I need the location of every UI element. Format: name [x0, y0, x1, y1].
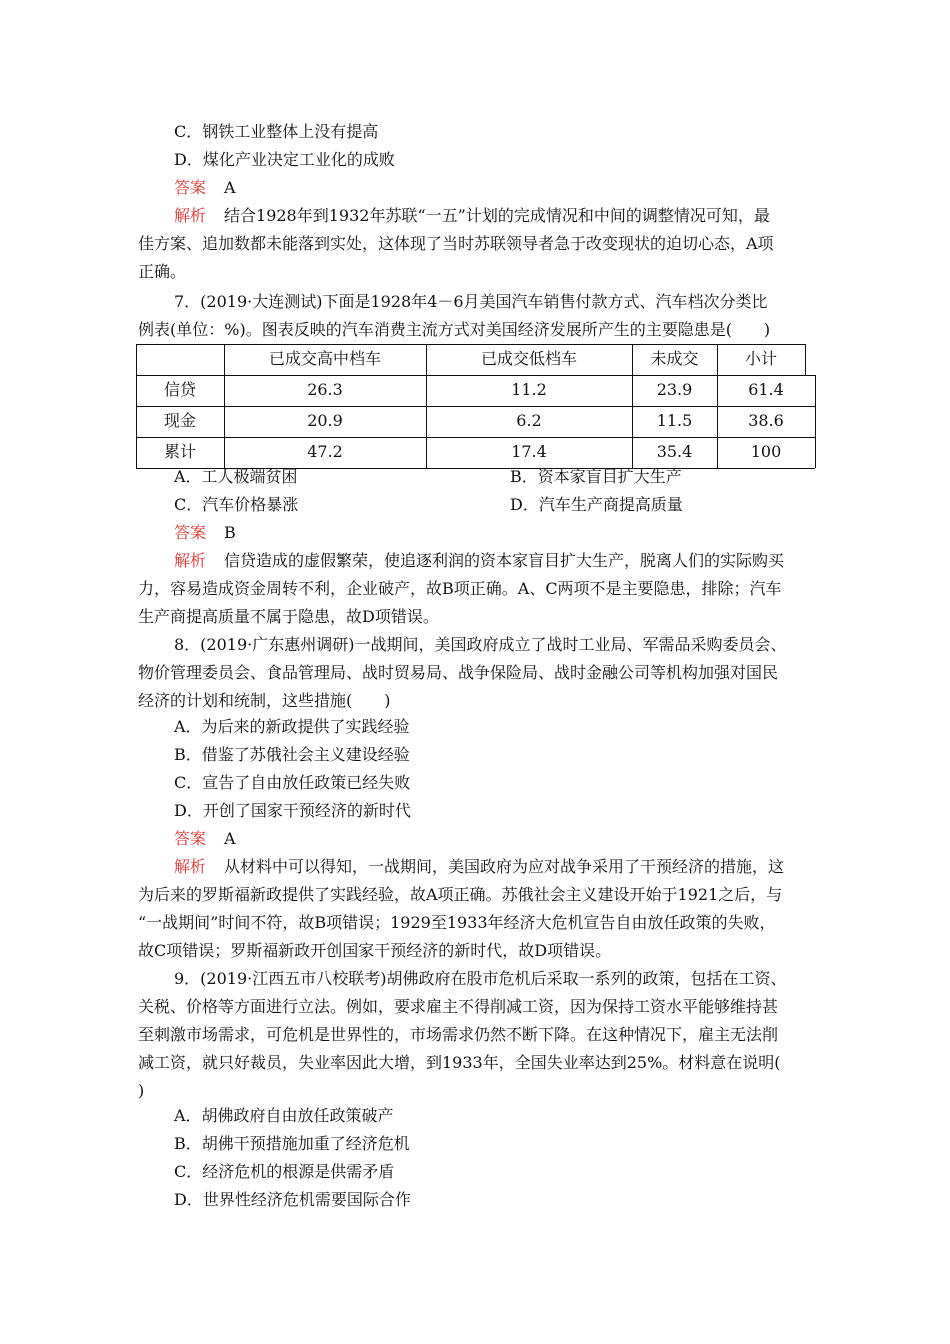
q8-answer — [174, 825, 854, 853]
q7-data-table — [136, 344, 816, 468]
table-cell: 信贷 — [163, 380, 196, 399]
q7-stem-line-2: 例表(单位：%)。图表反映的汽车消费主流方式对美国经济发展所产生的主要隐患是( ) — [138, 320, 771, 339]
table-cell: 17.4 — [511, 442, 547, 461]
q9-option-b: B．胡佛干预措施加重了经济危机 — [174, 1134, 410, 1153]
table-cell: 累计 — [163, 442, 196, 461]
q6-analysis-line-2: 佳方案、追加数都未能落到实处，这体现了当时苏联领导者急于改变现状的迫切心态，A项 — [138, 234, 774, 253]
q7-answer — [174, 519, 854, 547]
table-cell: 61.4 — [748, 380, 784, 399]
table-cell: 35.4 — [656, 442, 693, 461]
q7-stem-line-1: 7．(2019·大连测试)下面是1928年4－6月美国汽车销售付款方式、汽车档次分类比 — [174, 292, 768, 311]
q9-option-d: D．世界性经济危机需要国际合作 — [174, 1190, 411, 1209]
answer-label: 答案 — [174, 178, 207, 197]
q6-option-d: D．煤化产业决定工业化的成败 — [174, 150, 395, 169]
analysis-label: 解析 — [174, 857, 207, 876]
q8-option-c: C．宣告了自由放任政策已经失败 — [174, 773, 411, 792]
table-header-cell: 小计 — [744, 349, 777, 368]
q9-option-a: A．胡佛政府自由放任政策破产 — [174, 1106, 394, 1125]
table-cell: 11.2 — [511, 380, 547, 399]
q6-answer — [174, 174, 854, 202]
q7-analysis-line-2: 力，容易造成资金周转不利，企业破产，故B项正确。A、C两项不是主要隐患，排除；汽车 — [138, 579, 782, 598]
table-cell: 47.2 — [307, 442, 343, 461]
q9-stem-line-5: ) — [138, 1081, 145, 1100]
analysis-label: 解析 — [174, 206, 207, 225]
table-row — [136, 406, 816, 437]
answer-label: 答案 — [174, 829, 207, 848]
answer-value: B — [224, 523, 236, 542]
q6-option-c: C．钢铁工业整体上没有提高 — [174, 122, 379, 141]
q8-option-b: B．借鉴了苏俄社会主义建设经验 — [174, 745, 410, 764]
q8-stem-line-1: 8．(2019·广东惠州调研)一战期间，美国政府成立了战时工业局、军需品采购委员会、 — [174, 635, 787, 654]
table-cell: 6.2 — [516, 411, 542, 430]
q7-analysis-line-3: 生产商提高质量不属于隐患，故D项错误。 — [138, 607, 439, 626]
q7-analysis-line-1 — [174, 547, 854, 575]
analysis-label: 解析 — [174, 551, 207, 570]
table-header-cell: 已成交低档车 — [480, 349, 577, 368]
q8-option-d: D．开创了国家干预经济的新时代 — [174, 801, 411, 820]
q8-stem-line-2: 物价管理委员会、食品管理局、战时贸易局、战争保险局、战时金融公司等机构加强对国民 — [138, 663, 779, 682]
q7-option-d: D．汽车生产商提高质量 — [510, 495, 683, 514]
q8-analysis-line-2: 为后来的罗斯福新政提供了实践经验，故A项正确。苏俄社会主义建设开始于1921之后，与 — [138, 885, 783, 904]
q8-stem-line-3: 经济的计划和统制，这些措施( ) — [138, 691, 391, 710]
q9-option-c: C．经济危机的根源是供需矛盾 — [174, 1162, 395, 1181]
q9-stem-line-4: 减工资，就只好裁员，失业率因此大增，到1933年，全国失业率达到25%。材料意在说明( — [138, 1053, 781, 1072]
q8-analysis-line-3: “一战期间”时间不符，故B项错误；1929至1933年经济大危机宣告自由放任政策的失败， — [138, 913, 776, 932]
q8-analysis-line-1 — [174, 853, 854, 881]
table-header-cell: 未成交 — [650, 349, 699, 368]
table-cell: 100 — [750, 442, 782, 461]
table-cell: 20.9 — [307, 411, 343, 430]
q7-option-b: B．资本家盲目扩大生产 — [510, 467, 682, 486]
table-row — [136, 375, 816, 406]
analysis-text: 结合1928年到1932年苏联“一五”计划的完成情况和中间的调整情况可知，最 — [224, 206, 770, 225]
table-header-row — [136, 344, 816, 375]
q7-option-a: A．工人极端贫困 — [174, 467, 298, 486]
table-cell: 现金 — [163, 411, 196, 430]
q9-stem-line-3: 至刺激市场需求，可危机是世界性的，市场需求仍然不断下降。在这种情况下，雇主无法削 — [138, 1025, 779, 1044]
q6-analysis-line-1 — [174, 202, 854, 230]
q9-stem-line-1: 9．(2019·江西五市八校联考)胡佛政府在股市危机后采取一系列的政策，包括在工资、 — [174, 969, 787, 988]
table-cell: 26.3 — [307, 380, 343, 399]
table-header-cell — [136, 344, 224, 375]
q9-stem-line-2: 关税、价格等方面进行立法。例如，要求雇主不得削减工资，因为保持工资水平能够维持甚 — [138, 997, 779, 1016]
analysis-text: 从材料中可以得知，一战期间，美国政府为应对战争采用了干预经济的措施，这 — [224, 857, 785, 876]
q6-analysis-line-3: 正确。 — [138, 262, 187, 281]
q8-analysis-line-4: 故C项错误；罗斯福新政开创国家干预经济的新时代，故D项错误。 — [138, 941, 612, 960]
analysis-text: 信贷造成的虚假繁荣，使追逐利润的资本家盲目扩大生产，脱离人们的实际购买 — [224, 551, 785, 570]
table-cell: 23.9 — [656, 380, 693, 399]
answer-value: A — [224, 178, 236, 197]
answer-value: A — [224, 829, 236, 848]
table-cell: 11.5 — [656, 411, 693, 430]
answer-label: 答案 — [174, 523, 207, 542]
q7-option-c: C．汽车价格暴涨 — [174, 495, 299, 514]
table-header-cell: 已成交高中档车 — [268, 349, 381, 368]
q8-option-a: A．为后来的新政提供了实践经验 — [174, 717, 410, 736]
table-cell: 38.6 — [748, 411, 784, 430]
